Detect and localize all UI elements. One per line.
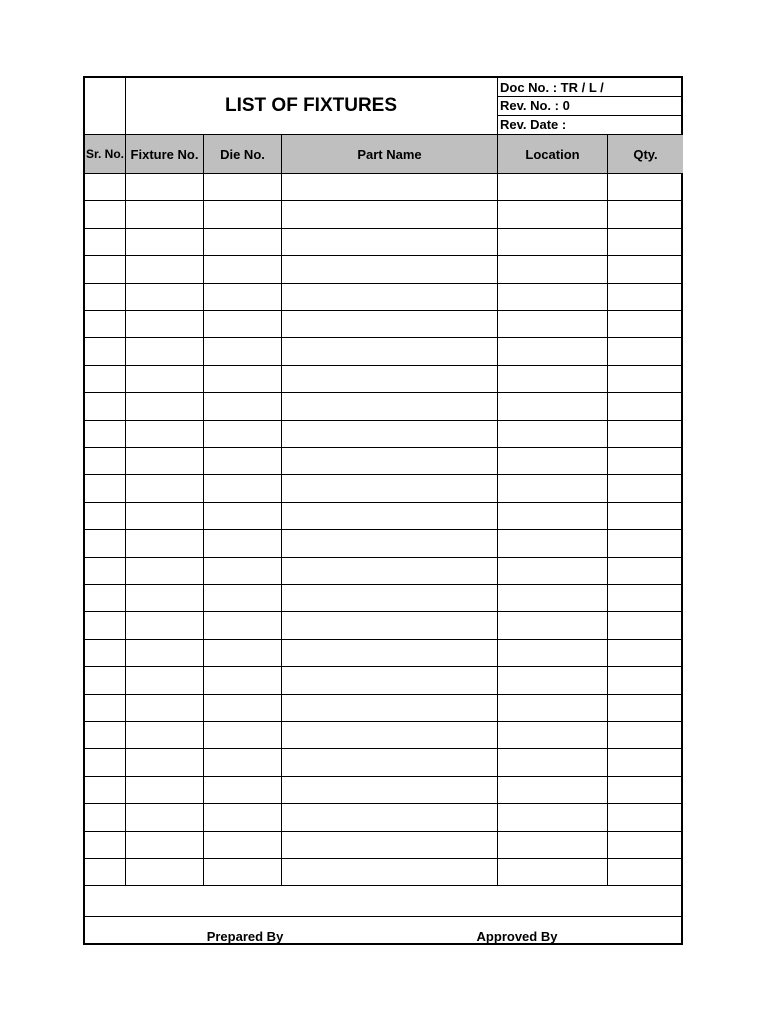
grid-line (607, 134, 608, 885)
grid-line (85, 255, 681, 256)
fixtures-form (83, 76, 683, 945)
column-header-qty: Qty. (608, 135, 683, 173)
grid-line (85, 447, 681, 448)
column-header-sr-no: Sr. No. (85, 135, 125, 173)
column-header-part-name: Part Name (282, 135, 497, 173)
grid-line (85, 721, 681, 722)
grid-line (125, 78, 126, 134)
grid-line (85, 228, 681, 229)
revision-number: Rev. No. : 0 (500, 98, 570, 113)
grid-line (85, 310, 681, 311)
grid-line (85, 529, 681, 530)
grid-line (85, 916, 681, 917)
grid-line (497, 115, 681, 116)
revision-date: Rev. Date : (500, 117, 567, 132)
grid-line (125, 134, 126, 885)
grid-line (85, 474, 681, 475)
prepared-by-label: Prepared By (206, 928, 284, 944)
grid-line (497, 78, 498, 134)
grid-line (85, 134, 681, 135)
grid-line (203, 134, 204, 885)
grid-line (85, 365, 681, 366)
grid-line (85, 420, 681, 421)
grid-line (85, 639, 681, 640)
grid-line (85, 557, 681, 558)
grid-line (85, 776, 681, 777)
grid-line (85, 666, 681, 667)
grid-line (85, 885, 681, 886)
grid-line (85, 584, 681, 585)
grid-line (85, 611, 681, 612)
approved-by-label: Approved By (476, 928, 558, 944)
grid-line (85, 173, 681, 174)
column-header-die-no: Die No. (204, 135, 281, 173)
grid-line (497, 96, 681, 97)
grid-line (85, 337, 681, 338)
grid-line (85, 200, 681, 201)
form-title: LIST OF FIXTURES (224, 95, 398, 116)
grid-line (85, 803, 681, 804)
grid-line (85, 694, 681, 695)
grid-line (85, 283, 681, 284)
doc-number: Doc No. : TR / L / (500, 79, 604, 95)
grid-line (85, 831, 681, 832)
grid-line (85, 748, 681, 749)
column-header-location: Location (498, 135, 607, 173)
grid-line (85, 392, 681, 393)
grid-line (497, 134, 498, 885)
grid-line (85, 502, 681, 503)
grid-line (85, 858, 681, 859)
column-header-fixture-no: Fixture No. (126, 135, 203, 173)
grid-line (281, 134, 282, 885)
